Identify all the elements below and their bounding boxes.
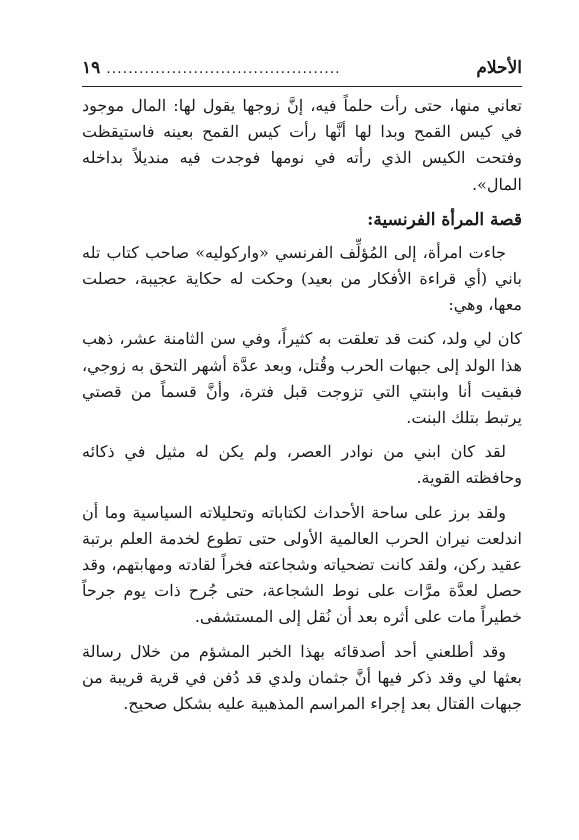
header-rule [82, 86, 522, 87]
paragraph-4: لقد كان ابني من نوادر العصر، ولم يكن له مثيل في ذكائه وحافظته القوية. [82, 442, 522, 488]
paragraph-5: ولقد برز على ساحة الأحداث لكتاباته وتحليلاته السياسية وما أن اندلعت نيران الحرب العالمية الأولى حتى تطوع لخدمة العلم برتبة عقيد ركن، ولقد كانت تضحياته وشجاعته فخراً لقادته ومهابتهم، وقد حصل لعدَّة مرَّات على نوط الشجاعة، حتى جُرح ذات يوم جرحاً خطيراً مات على أثره بعد أن نُقل إلى المستشفى. [82, 502, 522, 627]
paragraph-6: وقد أطلعني أحد أصدقائه بهذا الخبر المشؤم من خلال رسالة بعثها لي وقد ذكر فيها أنَّ جثمان ولدي قد دُفن في قرية قريبة من جبهات القتال بعد إجراء المراسم المذهبية عليه بشكل صحيح. [82, 641, 522, 714]
paragraph-3: كان لي ولد، كنت قد تعلقت به كثيراً، وفي سن الثامنة عشر، ذهب هذا الولد إلى جبهات الحرب وقُتل، وبعد عدَّة أشهر التحق به زوجي، فبقيت أنا وابنتي التي تزوجت قبل فترة، وأنَّ قسماً من قصتي يرتبط بتلك البنت. [82, 329, 522, 428]
section-heading: قصة المرأة الفرنسية: [367, 209, 522, 230]
paragraph-2: جاءت امرأة، إلى المُؤلِّف الفرنسي «واركوليه» صاحب كتاب تله باني (أي قراءة الأفكار من بعيد) وحكت له حكاية عجيبة، حصلت معها، وهي: [82, 242, 522, 315]
book-page [82, 58, 522, 725]
running-header [82, 58, 522, 84]
leader-dots: ........................................... [106, 61, 341, 77]
paragraph-1: تعاني منها، حتى رأت حلماً فيه، إنَّ زوجها يقول لها: المال موجود في كيس القمح وبدا لها أنَّها رأت كيس القمح بعينه فاستيقظت وفتحت الكيس الذي رأته في نومها فوجدت فيه منديلاً بداخله المال». [82, 96, 522, 194]
page-number: ١٩ [82, 58, 101, 78]
chapter-title: الأحلام [476, 58, 522, 78]
